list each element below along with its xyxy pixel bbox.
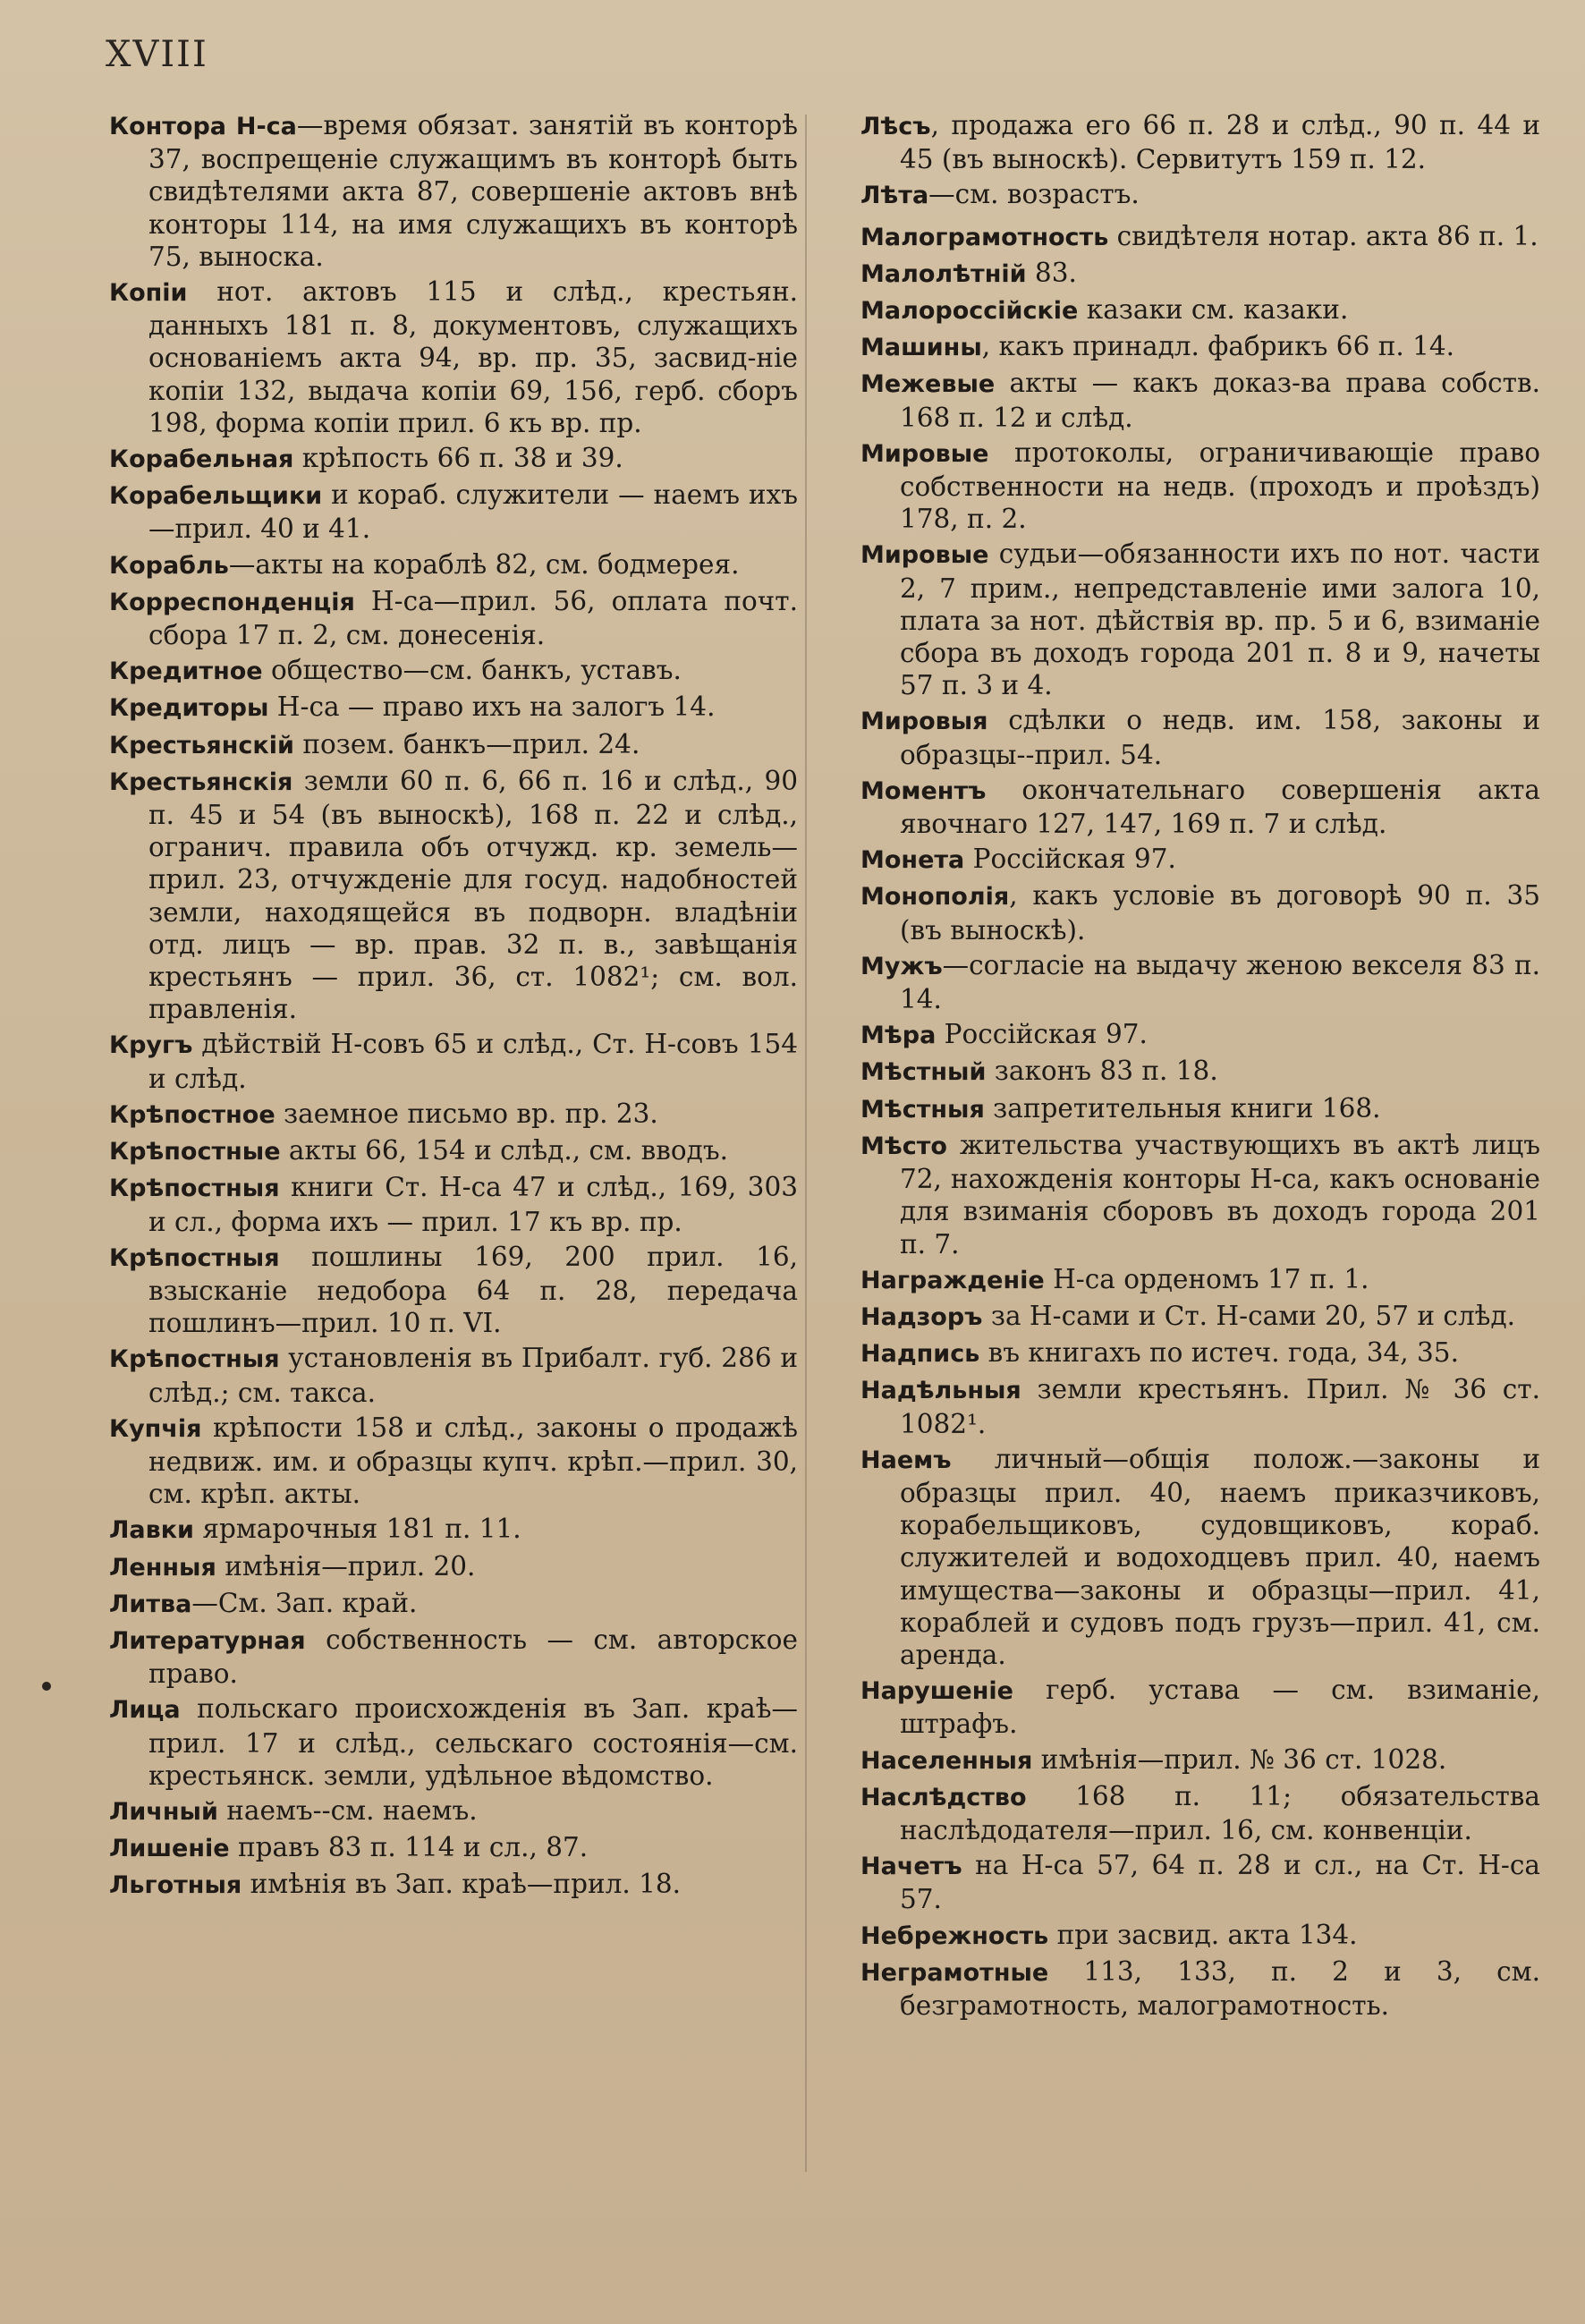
entry-headword: Корабль xyxy=(109,551,229,580)
index-entry xyxy=(109,765,798,1026)
entry-text: 113, 133, п. 2 и 3, см. безграмотность, малограмотность. xyxy=(900,1955,1540,2021)
page-number: XVIII xyxy=(106,34,208,75)
entry-text: —согласіе на выдачу женою векселя 83 п. 14. xyxy=(900,949,1540,1015)
index-entry xyxy=(860,1263,1540,1297)
index-entry xyxy=(860,330,1540,364)
entry-headword: Лица xyxy=(109,1696,181,1725)
index-entry xyxy=(860,1849,1540,1915)
index-entry xyxy=(860,843,1540,877)
entry-headword: Крѣпостное xyxy=(109,1100,275,1129)
entry-headword: Надпись xyxy=(860,1340,980,1369)
entry-headword: Надѣльныя xyxy=(860,1377,1021,1405)
entry-headword: Межевые xyxy=(860,370,996,399)
entry-text: запретительныя книги 168. xyxy=(984,1092,1381,1124)
entry-text: польскаго происхожденія въ Зап. краѣ—прил. 17 и слѣд., сельскаго состоянія—см. крестьянск. земли, удѣльное вѣдомство. xyxy=(148,1693,798,1791)
entry-text: ярмарочныя 181 п. 11. xyxy=(193,1514,521,1545)
entry-headword: Лѣсъ xyxy=(860,113,931,140)
index-entry xyxy=(109,1513,798,1547)
index-entry xyxy=(109,585,798,651)
entry-headword: Неграмотные xyxy=(860,1958,1049,1987)
index-entry xyxy=(860,257,1540,291)
entry-headword: Монета xyxy=(860,846,965,875)
entry-text: судьи—обязанности ихъ по нот. части 2, 7 прим., непредставленіе ими залога 10, плата за нот. дѣйствія вр. пр. 5 и 6, взиманіе сбора въ доходъ города 201 п. 8 и 9, начеты 57 п. 3 и 4. xyxy=(900,539,1540,701)
entry-text: при засвид. акта 134. xyxy=(1048,1919,1358,1950)
entry-text: казаки см. казаки. xyxy=(1078,294,1349,326)
index-entry xyxy=(109,1794,798,1828)
entry-text: герб. устава — см. взиманіе, штрафъ. xyxy=(900,1675,1540,1740)
entry-headword: Крѣпостныя xyxy=(109,1243,280,1272)
index-entry xyxy=(109,1587,798,1621)
index-entry xyxy=(860,1300,1540,1334)
entry-text: Россійская 97. xyxy=(964,844,1176,875)
index-entry xyxy=(860,704,1540,770)
entry-text: окончательнаго совершенія акта явочнаго 127, 147, 169 п. 7 и слѣд. xyxy=(900,774,1540,840)
entry-headword: Монополія xyxy=(860,883,1010,912)
entry-headword: Малограмотность xyxy=(860,223,1109,251)
entry-headword: Корабельщики xyxy=(109,482,323,511)
entry-text: дѣйствій Н-совъ 65 и слѣд., Ст. Н-совъ 154 и слѣд. xyxy=(148,1029,798,1094)
index-entry xyxy=(860,437,1540,536)
entry-text: пошлины 169, 200 прил. 16, взысканіе недобора 64 п. 28, передача пошлинъ—прил. 10 п. VI. xyxy=(148,1241,798,1339)
entry-text: Н-са—прил. 56, оплата почт. сбора 17 п. 2, см. донесенія. xyxy=(148,585,798,651)
entry-text: 168 п. 11; обязательства наслѣдодателя—прил. 16, см. конвенціи. xyxy=(900,1780,1540,1845)
entry-headword: Литва xyxy=(109,1590,192,1618)
index-entry xyxy=(860,109,1540,175)
index-entry xyxy=(860,1373,1540,1439)
entry-text: —См. Зап. край. xyxy=(191,1587,418,1618)
index-entry xyxy=(860,879,1540,946)
entry-headword: Личный xyxy=(109,1797,218,1826)
entry-text: сдѣлки о недв. им. 158, законы и образцы--прил. 54. xyxy=(900,705,1540,770)
entry-headword: Крѣпостные xyxy=(109,1138,281,1166)
entry-text: —время обязат. занятій въ конторѣ 37, воспрещеніе служащимъ въ конторѣ быть свидѣтелями акта 87, совершеніе актовъ внѣ конторы 114, на имя служащихъ въ конторѣ 75, выноска. xyxy=(148,110,798,272)
index-entry xyxy=(860,774,1540,840)
entry-headword: Наслѣдство xyxy=(860,1783,1027,1811)
index-entry xyxy=(109,1550,798,1584)
index-entry xyxy=(860,293,1540,327)
entry-headword: Начетъ xyxy=(860,1853,962,1881)
index-entry xyxy=(860,367,1540,433)
entry-text: акты 66, 154 и слѣд., см. вводъ. xyxy=(280,1135,728,1166)
index-column-left xyxy=(109,109,798,1905)
entry-headword: Малороссійскіе xyxy=(860,297,1079,326)
index-entry xyxy=(109,1171,798,1237)
entry-text: имѣнія въ Зап. краѣ—прил. 18. xyxy=(242,1869,682,1900)
index-entry xyxy=(860,1055,1540,1089)
entry-headword: Контора Н-са xyxy=(109,113,297,140)
index-entry xyxy=(109,276,798,439)
entry-text: крѣпости 158 и слѣд., законы о продажѣ недвиж. им. и образцы купч. крѣп.—прил. 30, см. крѣп. акты. xyxy=(148,1412,798,1510)
entry-headword: Мировые xyxy=(860,541,989,570)
index-entry xyxy=(109,109,798,273)
index-entry xyxy=(109,1692,798,1792)
index-entry xyxy=(860,178,1540,212)
entry-text: Россійская 97. xyxy=(936,1019,1148,1050)
entry-text: собственность — см. авторское право. xyxy=(148,1624,798,1690)
entry-headword: Льготныя xyxy=(109,1871,242,1900)
index-entry xyxy=(860,538,1540,701)
entry-headword: Надзоръ xyxy=(860,1302,983,1331)
entry-headword: Корреспонденція xyxy=(109,588,355,616)
entry-headword: Мужъ xyxy=(860,952,943,980)
entry-headword: Ленныя xyxy=(109,1553,216,1582)
index-entry xyxy=(860,1743,1540,1777)
entry-headword: Крѣпостныя xyxy=(109,1345,280,1374)
index-column-right xyxy=(860,109,1540,2024)
index-entry xyxy=(860,1018,1540,1052)
entry-headword: Корабельная xyxy=(109,445,294,474)
column-divider xyxy=(805,115,807,2172)
entry-text: установленія въ Прибалт. губ. 286 и слѣд.; см. такса. xyxy=(148,1343,798,1408)
entry-text: законъ 83 п. 18. xyxy=(986,1056,1218,1087)
entry-text: заемное письмо вр. пр. 23. xyxy=(275,1098,658,1129)
entry-text: имѣнія—прил. № 36 ст. 1028. xyxy=(1032,1743,1447,1775)
entry-headword: Мѣра xyxy=(860,1022,937,1050)
entry-text: личный—общія полож.—законы и образцы прил. 40, наемъ приказчиковъ, корабельщиковъ, судовщиковъ, кораб. служителей и водоходцевъ прил. 40, наемъ имущества—законы и образцы—прил. 41, кораблей и судовъ подъ грузъ—прил. 41, см. аренда. xyxy=(900,1443,1540,1670)
index-entry xyxy=(109,1241,798,1340)
entry-text: книги Ст. Н-са 47 и слѣд., 169, 303 и сл., форма ихъ — прил. 17 къ вр. пр. xyxy=(148,1172,798,1237)
entry-text: крѣпость 66 п. 38 и 39. xyxy=(293,443,623,474)
entry-text: за Н-сами и Ст. Н-сами 20, 57 и слѣд. xyxy=(982,1300,1516,1331)
index-entry xyxy=(860,1955,1540,2022)
index-entry xyxy=(109,442,798,476)
entry-headword: Лишеніе xyxy=(109,1835,230,1863)
index-entry xyxy=(860,220,1540,254)
index-entry xyxy=(860,1780,1540,1846)
index-entry xyxy=(109,691,798,725)
entry-headword: Литературная xyxy=(109,1626,306,1655)
entry-text: 83. xyxy=(1026,257,1077,288)
index-entry xyxy=(860,1674,1540,1740)
index-entry xyxy=(860,1919,1540,1953)
entry-headword: Награжденіе xyxy=(860,1266,1045,1294)
entry-headword: Лавки xyxy=(109,1516,194,1545)
entry-text: имѣнія—прил. 20. xyxy=(216,1550,476,1582)
entry-text: Н-са — право ихъ на залогъ 14. xyxy=(268,691,716,723)
entry-text: общество—см. банкъ, уставъ. xyxy=(262,655,682,686)
index-entry xyxy=(109,479,798,545)
entry-text: и кораб. служители — наемъ ихъ—прил. 40 и 41. xyxy=(148,479,798,545)
entry-text: въ книгахъ по истеч. года, 34, 35. xyxy=(979,1337,1459,1369)
entry-headword: Крестьянскій xyxy=(109,731,294,759)
index-entry xyxy=(860,1443,1540,1671)
index-entry xyxy=(109,548,798,582)
entry-headword: Мѣстныя xyxy=(860,1095,985,1124)
index-entry xyxy=(109,1831,798,1865)
entry-text: свидѣтеля нотар. акта 86 п. 1. xyxy=(1108,220,1538,251)
entry-headword: Мѣсто xyxy=(860,1132,947,1160)
ink-spot xyxy=(42,1682,51,1691)
entry-text: на Н-са 57, 64 п. 28 и сл., на Ст. Н-са 57. xyxy=(900,1850,1540,1915)
entry-text: наемъ--см. наемъ. xyxy=(217,1794,478,1826)
entry-text: правъ 83 п. 114 и сл., 87. xyxy=(229,1832,589,1863)
index-entry xyxy=(860,1336,1540,1370)
entry-text: протоколы, ограничивающіе право собственности на недв. (проходъ и проѣздъ) 178, п. 2. xyxy=(900,437,1540,535)
entry-text: позем. банкъ—прил. 24. xyxy=(293,728,640,759)
entry-headword: Малолѣтній xyxy=(860,259,1027,288)
entry-headword: Кредиторы xyxy=(109,694,269,723)
index-entry xyxy=(860,949,1540,1015)
entry-text: нот. актовъ 115 и слѣд., крестьян. данныхъ 181 п. 8, документовъ, служащихъ основаніемъ акта 94, вр. пр. 35, засвид-ніе копіи 132, выдача копіи 69, 156, герб. сборъ 198, форма копіи прил. 6 къ вр. пр. xyxy=(148,276,798,438)
index-entry xyxy=(109,1028,798,1094)
entry-headword: Наемъ xyxy=(860,1446,952,1474)
entry-headword: Купчія xyxy=(109,1414,202,1443)
index-entry xyxy=(860,1092,1540,1126)
index-entry xyxy=(109,1412,798,1511)
entry-text: —см. возрастъ. xyxy=(928,179,1140,210)
index-entry xyxy=(109,728,798,762)
entry-text: акты — какъ доказ-ва права собств. 168 п. 12 и слѣд. xyxy=(900,368,1540,433)
entry-text: , продажа его 66 п. 28 и слѣд., 90 п. 44 и 45 (въ выноскѣ). Сервитутъ 159 п. 12. xyxy=(900,110,1540,175)
entry-text: —акты на кораблѣ 82, см. бодмерея. xyxy=(228,548,740,580)
entry-headword: Населенныя xyxy=(860,1746,1033,1775)
entry-headword: Мировыя xyxy=(860,708,988,736)
entry-headword: Кругъ xyxy=(109,1031,193,1060)
entry-headword: Машины xyxy=(860,334,982,362)
entry-headword: Мѣстный xyxy=(860,1058,987,1087)
entry-text: , какъ принадл. фабрикъ 66 п. 14. xyxy=(981,331,1455,362)
index-entry xyxy=(109,654,798,688)
entry-headword: Моментъ xyxy=(860,776,987,805)
entry-text: земли 60 п. 6, 66 п. 16 и слѣд., 90 п. 45 и 54 (въ выноскѣ), 168 п. 22 и слѣд., огранич. правила объ отчужд. кр. земель—прил. 23, отчужденіе для госуд. надобностей земли, находящейся въ подворн. владѣніи отд. лицъ — вр. прав. 32 п. в., завѣщанія крестьянъ — прил. 36, ст. 1082¹; см. вол. правленія. xyxy=(148,765,798,1025)
entry-headword: Кредитное xyxy=(109,657,263,686)
index-entry xyxy=(860,1129,1540,1260)
entry-headword: Нарушеніе xyxy=(860,1677,1013,1706)
index-entry xyxy=(109,1868,798,1902)
entry-headword: Лѣта xyxy=(860,182,929,210)
entry-text: земли крестьянъ. Прил. № 36 ст. 1082¹. xyxy=(900,1374,1540,1439)
index-entry xyxy=(109,1098,798,1132)
entry-text: жительства участвующихъ въ актѣ лицъ 72, нахожденія конторы Н-са, какъ основаніе для взиманія сборовъ въ доходъ города 201 п. 7. xyxy=(900,1129,1540,1260)
index-entry xyxy=(109,1134,798,1168)
index-entry xyxy=(109,1624,798,1690)
entry-text: , какъ условіе въ договорѣ 90 п. 35 (въ выноскѣ). xyxy=(900,880,1540,946)
entry-headword: Крѣпостныя xyxy=(109,1175,280,1203)
entry-headword: Копіи xyxy=(109,279,188,308)
entry-headword: Крестьянскія xyxy=(109,768,293,796)
entry-headword: Небрежность xyxy=(860,1921,1049,1950)
index-entry xyxy=(109,1342,798,1408)
entry-text: Н-са орденомъ 17 п. 1. xyxy=(1044,1263,1369,1294)
entry-headword: Мировые xyxy=(860,439,989,468)
